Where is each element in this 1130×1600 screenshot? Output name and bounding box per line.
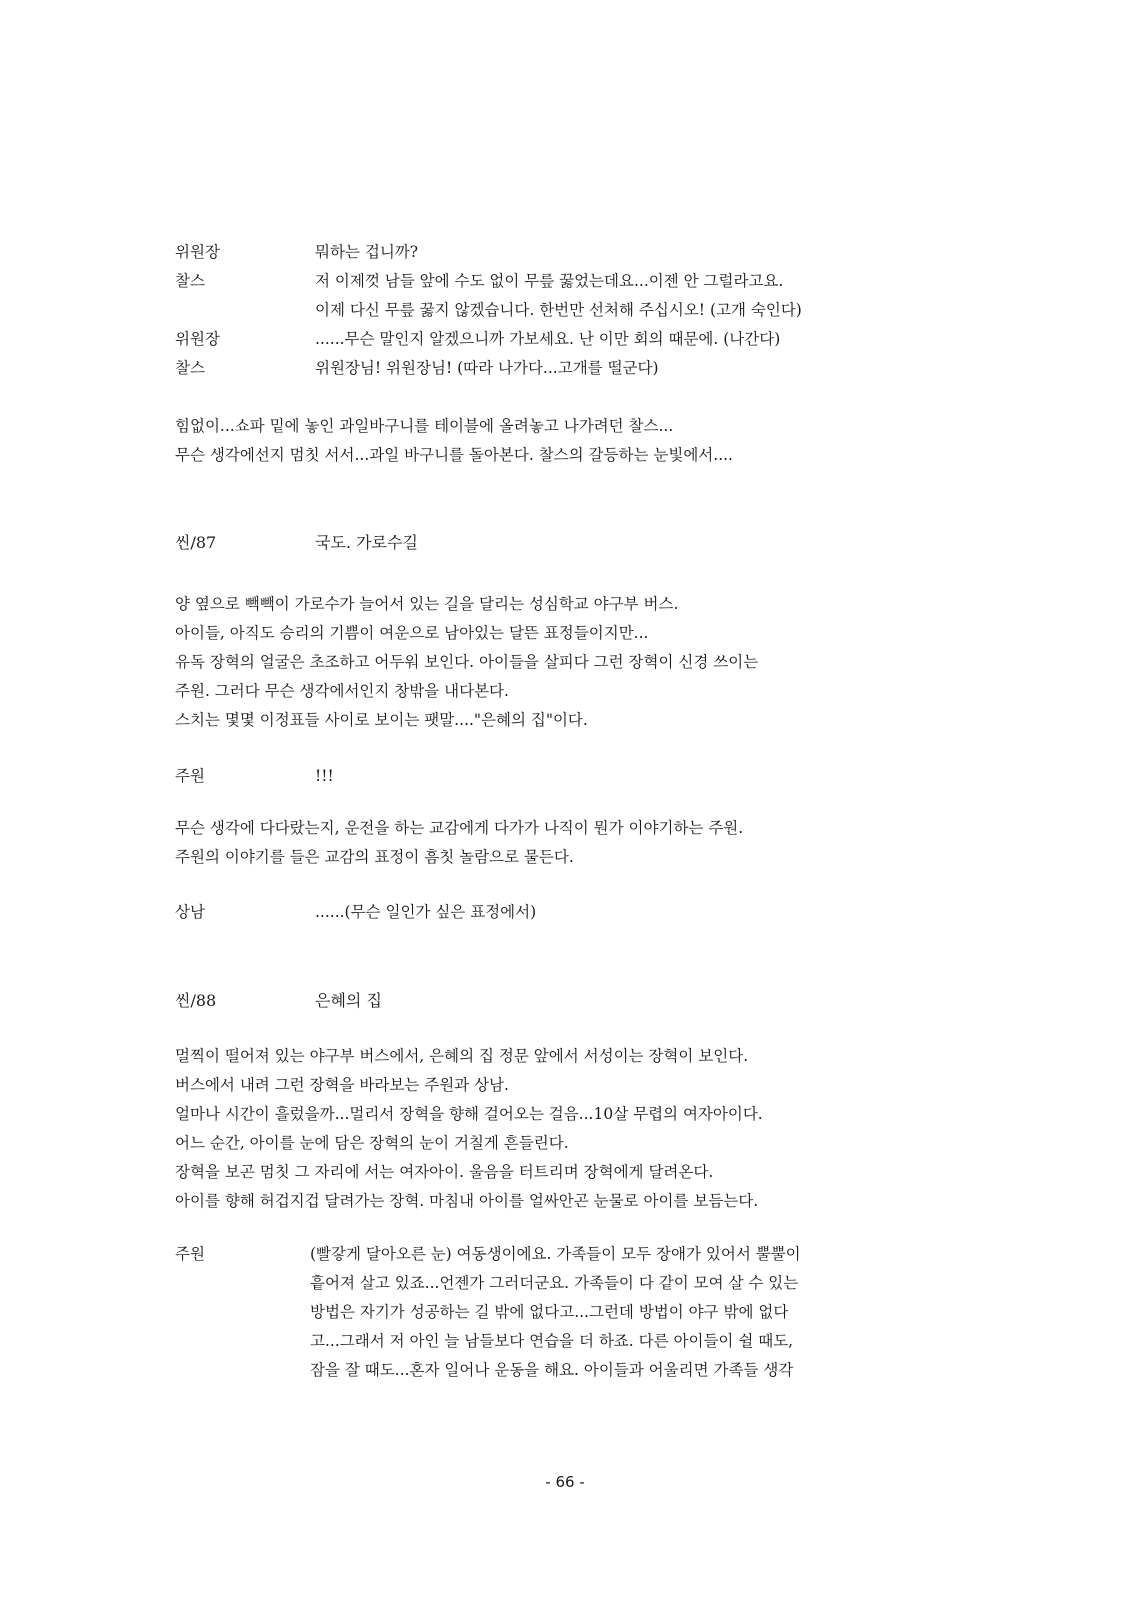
action-line: 양 옆으로 빽빽이 가로수가 늘어서 있는 길을 달리는 성심학교 야구부 버스. (175, 595, 679, 613)
page-number: - 66 - (545, 1473, 585, 1491)
dialogue-text: !!! (315, 767, 334, 785)
action-block-1 (175, 412, 935, 470)
action-line: 아이들, 아직도 승리의 기쁨이 여운으로 남아있는 달뜬 표정들이지만... (175, 624, 649, 642)
dialogue-text: ......(무슨 일인가 싶은 표정에서) (315, 903, 537, 921)
dialogue-text: ......무슨 말인지 알겠으니까 가보세요. 난 이만 회의 때문에. (나간다) (315, 330, 781, 348)
speaker-name: 주원 (175, 767, 205, 785)
action-line: 얼마나 시간이 흘렀을까...멀리서 장혁을 향해 걸어오는 걸음...10살 무렵의 여자아이다. (175, 1105, 763, 1123)
dialogue-line (175, 238, 955, 267)
action-block-3 (175, 814, 935, 872)
action-line: 유독 장혁의 얼굴은 초조하고 어두워 보인다. 아이들을 살피다 그런 장혁이 신경 쓰이는 (175, 653, 759, 671)
scene-location: 국도. 가로수길 (315, 533, 418, 552)
dialogue-line (175, 1240, 955, 1385)
scene-number: 씬/88 (175, 991, 217, 1010)
action-block-4 (175, 1042, 935, 1216)
action-line: 장혁을 보곤 멈칫 그 자리에 서는 여자아이. 울음을 터트리며 장혁에게 달려온다. (175, 1163, 714, 1181)
dialogue-line (175, 898, 955, 927)
dialogue-line (175, 762, 955, 791)
dialogue-text: 위원장님! 위원장님! (따라 나가다...고개를 떨군다) (315, 359, 659, 377)
speaker-name: 위원장 (175, 330, 220, 348)
action-line: 주원의 이야기를 들은 교감의 표정이 흠칫 놀람으로 물든다. (175, 848, 574, 866)
dialogue-text: (빨갛게 달아오른 눈) 여동생이에요. 가족들이 모두 장애가 있어서 뿔뿔이 흩어져 살고 있죠...언젠가 그러더군요. 가족들이 다 같이 모여 살 수 있는 방법은 자기가 성공하는 길 밖에 없다고...그런데 방법이 야구 밖에 없다 고...그래서 저 아인 늘 남들보다 연습을 더 하죠. 다른 아이들이 쉴 때도, 잠을 잘 때도...혼자 일어나 운동을 해요. 아이들과 어울리면 가족들 생각 (310, 1245, 801, 1379)
scene-heading-88 (175, 988, 382, 1011)
action-block-2 (175, 590, 935, 735)
action-line: 버스에서 내려 그런 장혁을 바라보는 주원과 상남. (175, 1076, 509, 1094)
dialogue-line (175, 267, 955, 325)
dialogue-text: 저 이제껏 남들 앞에 수도 없이 무릎 꿇었는데요...이젠 안 그럴라고요. 이제 다신 무릎 꿇지 않겠습니다. 한번만 선처해 주십시오! (고개 숙인다) (315, 272, 802, 319)
dialogue-line (175, 354, 955, 383)
action-line: 힘없이...쇼파 밑에 놓인 과일바구니를 테이블에 올려놓고 나가려던 찰스... (175, 417, 674, 435)
dialogue-block-2 (175, 762, 955, 791)
scene-location: 은혜의 집 (315, 991, 382, 1010)
speaker-name: 위원장 (175, 243, 220, 261)
speaker-name: 찰스 (175, 359, 205, 377)
dialogue-block-3 (175, 898, 955, 927)
action-line: 무슨 생각에 다다랐는지, 운전을 하는 교감에게 다가가 나직이 뭔가 이야기하는 주원. (175, 819, 744, 837)
speaker-name: 찰스 (175, 272, 205, 290)
dialogue-text: 뭐하는 겁니까? (315, 243, 419, 261)
action-line: 아이를 향해 허겁지겁 달려가는 장혁. 마침내 아이를 얼싸안곤 눈물로 아이를 보듬는다. (175, 1192, 759, 1210)
action-line: 어느 순간, 아이를 눈에 담은 장혁의 눈이 거칠게 흔들린다. (175, 1134, 569, 1152)
scene-number: 씬/87 (175, 533, 217, 552)
action-line: 주원. 그러다 무슨 생각에서인지 창밖을 내다본다. (175, 682, 509, 700)
speaker-name: 상남 (175, 903, 205, 921)
action-line: 멀찍이 떨어져 있는 야구부 버스에서, 은혜의 집 정문 앞에서 서성이는 장혁이 보인다. (175, 1047, 749, 1065)
dialogue-line (175, 325, 955, 354)
speaker-name: 주원 (175, 1245, 205, 1263)
dialogue-block-4 (175, 1240, 955, 1385)
action-line: 스치는 몇몇 이정표들 사이로 보이는 팻말...."은혜의 집"이다. (175, 711, 588, 729)
action-line: 무슨 생각에선지 멈칫 서서...과일 바구니를 돌아본다. 찰스의 갈등하는 눈빛에서.... (175, 446, 733, 464)
scene-heading-87 (175, 530, 418, 553)
dialogue-block-1 (175, 238, 955, 383)
